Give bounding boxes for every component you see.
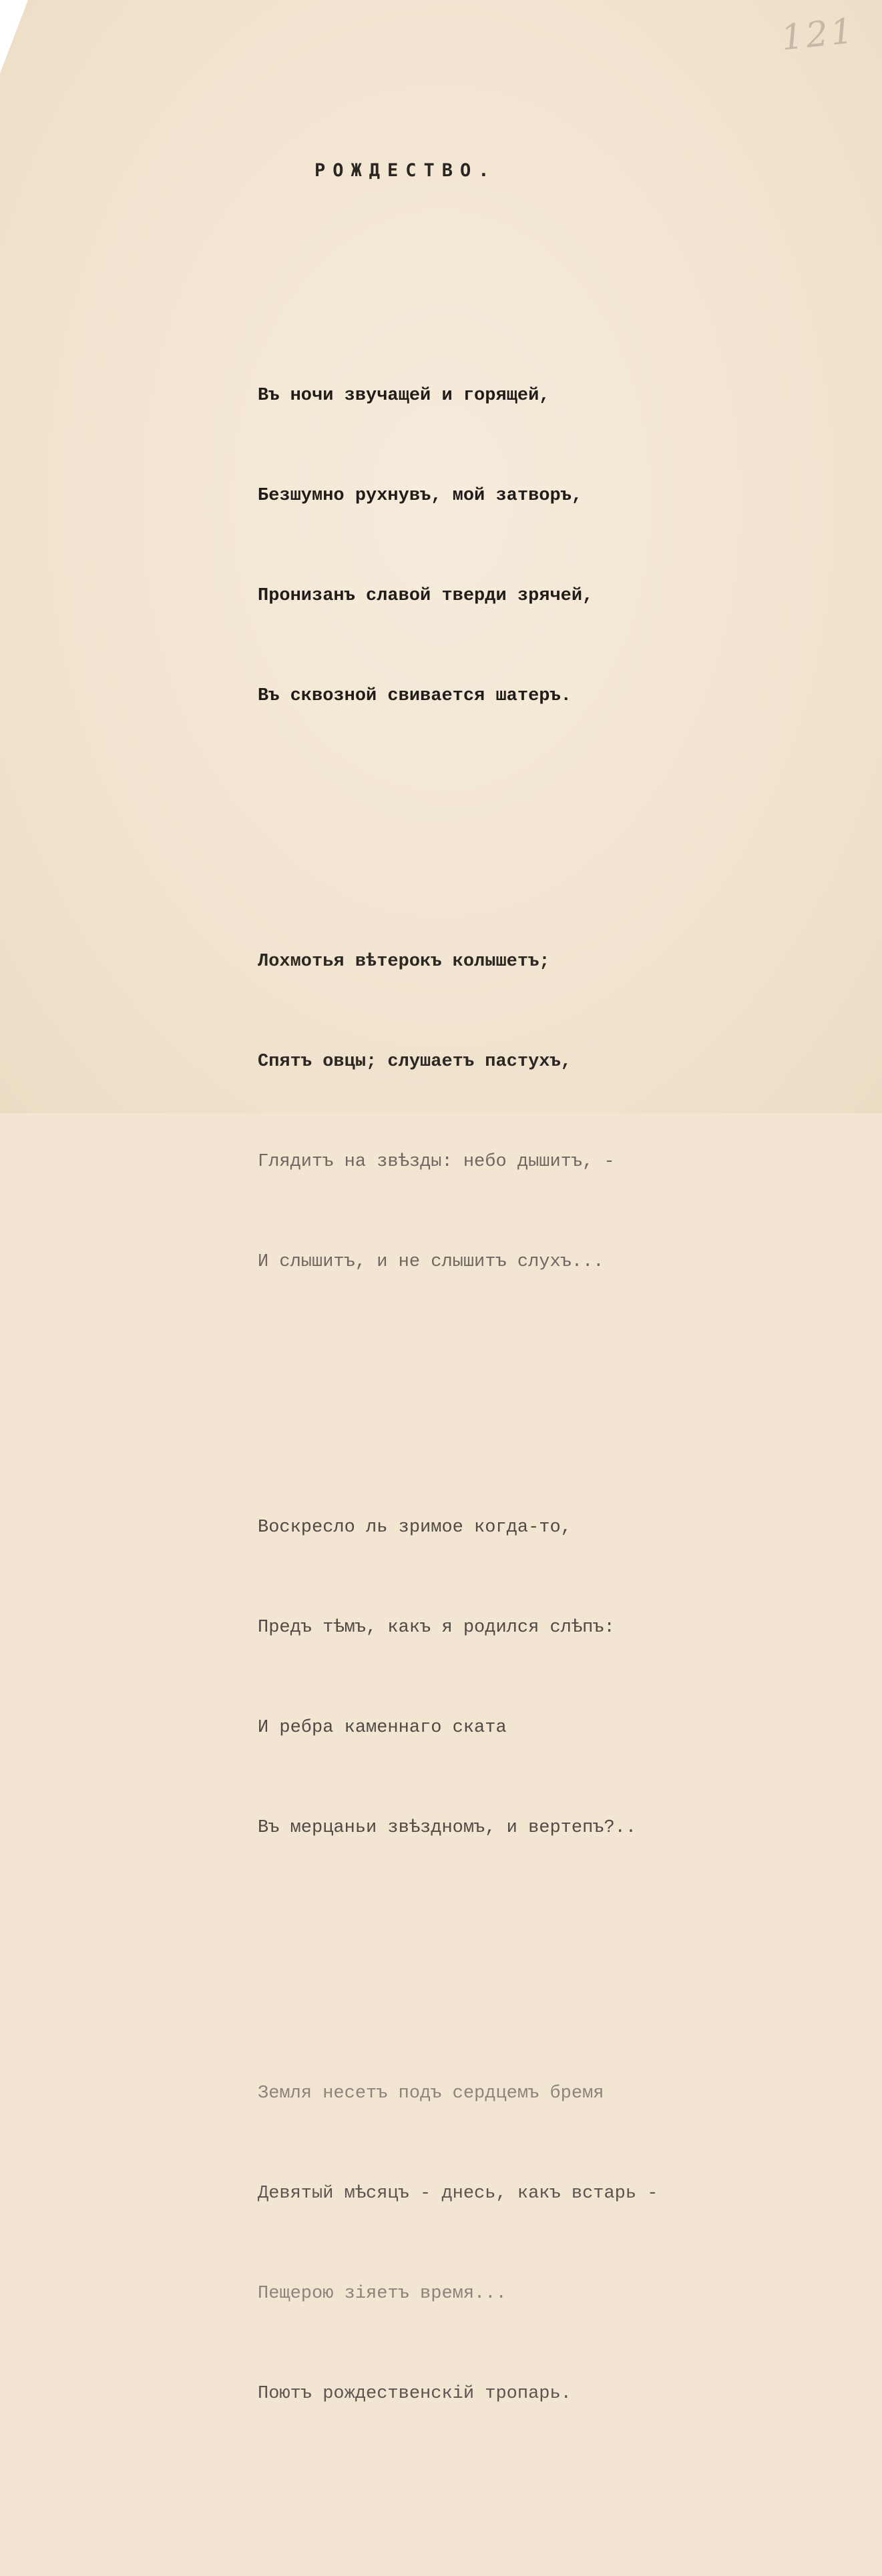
poem-body	[258, 246, 658, 2576]
poem-line: И слышитъ, и не слышитъ слухъ...	[258, 1252, 604, 1272]
poem-line: Воскресло ль зримое когда-то,	[258, 1518, 572, 1538]
stanza-4	[258, 2010, 658, 2477]
stanza-1	[258, 312, 658, 779]
poem-line: Въ сквозной свивается шатеръ.	[258, 686, 572, 706]
poem-line: Глядитъ на звѣзды: небо дышитъ, -	[258, 1152, 615, 1172]
poem-line: Предъ тѣмъ, какъ я родился слѣпъ:	[258, 1618, 615, 1638]
poem-line: Пронизанъ славой тверди зрячей,	[258, 586, 594, 606]
poem-line: Пещерою зіяетъ время...	[258, 2284, 507, 2304]
stanza-2	[258, 878, 658, 1345]
poem-line: И ребра каменнаго ската	[258, 1718, 507, 1738]
poem-line: Безшумно рухнувъ, мой затворъ,	[258, 486, 583, 506]
poem-line: Лохмотья вѣтерокъ колышетъ;	[258, 952, 550, 972]
poem-line: Девятый мѣсяцъ - днесь, какъ встарь -	[258, 2184, 658, 2204]
poem-line: Поютъ рождественскій тропарь.	[258, 2384, 572, 2404]
stanza-3	[258, 1444, 658, 1911]
poem-line: Спятъ овцы; слушаетъ пастухъ,	[258, 1052, 572, 1072]
poem-title: РОЖДЕСТВО.	[314, 160, 497, 181]
poem-line: Въ мерцаньи звѣздномъ, и вертепъ?..	[258, 1818, 637, 1838]
poem-line: Земля несетъ подъ сердцемъ бремя	[258, 2083, 604, 2104]
page-number: 121	[779, 11, 857, 59]
poem-line: Въ ночи звучащей и горящей,	[258, 386, 550, 406]
torn-corner	[0, 0, 28, 73]
